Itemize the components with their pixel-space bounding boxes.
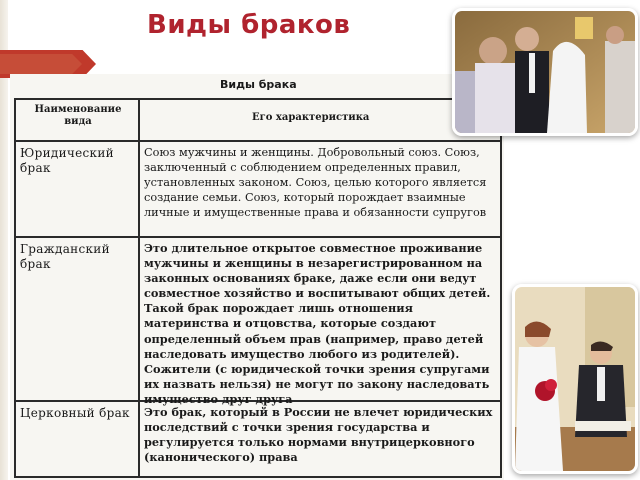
column-divider: [138, 100, 140, 476]
page-title: Виды браков: [147, 10, 351, 40]
row-name-legal: Юридический брак: [20, 146, 114, 175]
registry-office-illustration: [515, 287, 635, 471]
row-divider: [16, 140, 500, 142]
marriage-types-table: [14, 98, 502, 478]
accent-tab-highlight: [0, 54, 82, 74]
church-wedding-illustration: [455, 11, 635, 133]
header-characteristic: Его характеристика: [252, 112, 370, 123]
registry-office-photo: [512, 284, 638, 474]
row-text-civil: Это длительное открытое совместное проживание мужчины и женщины в незарегистрированном на законных основаниях браке, даже если они ведут совместное хозяйство и воспитывают общих детей. Такой брак порождает лишь отношения материнства и отцовства, которые создают определенный объем прав (например, право детей наследовать имущество любого из родителей). Сожители (с юридической точки зрения супругами их назвать нельзя) не могут по закону наследовать имущество друг друга: [144, 241, 491, 406]
scanned-table-image: [10, 74, 504, 480]
row-text-legal: Союз мужчины и женщины. Добровольный союз. Союз, заключенный с соблюдением определенных правил, установленных законом. Союз, целью которого является создание семьи. Союз, который порождает взаимные личные и имущественные права и обязанности супругов: [144, 146, 487, 220]
row-name-church: Церковный брак: [20, 406, 130, 420]
table-caption: Виды брака: [220, 78, 297, 91]
row-name-civil: Гражданский брак: [20, 242, 110, 271]
row-text-church: Это брак, который в России не влечет юридических последствий с точки зрения государства и регулируется только нормами внутрицерковного (канонического) права: [144, 405, 493, 465]
church-wedding-photo: [452, 8, 638, 136]
header-name: Наименование вида: [34, 104, 122, 127]
row-divider: [16, 236, 500, 238]
